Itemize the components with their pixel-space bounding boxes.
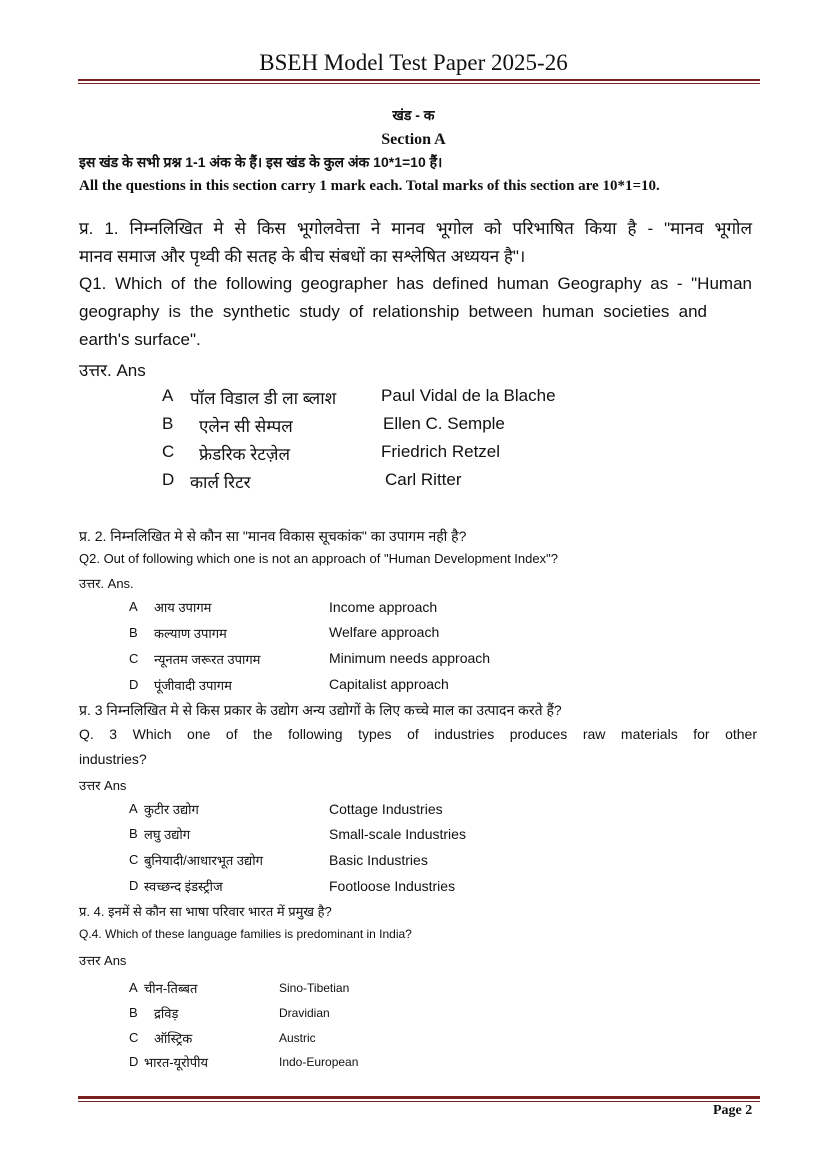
q3-english-line1: Q. 3 Which one of the following types of industries produces raw materials for other [79, 726, 757, 742]
q2-option-b-letter: B [129, 625, 138, 640]
section-english-instruction: All the questions in this section carry 1 mark each. Total marks of this section are 10*1=10. [79, 178, 660, 194]
q1-option-d-letter: D [162, 470, 175, 489]
footer-divider [78, 1096, 760, 1099]
q3-option-a-letter: A [129, 801, 138, 816]
q2-option-d-hindi: पूंजीवादी उपागम [154, 678, 232, 693]
q2-option-d-english: Capitalist approach [329, 676, 449, 692]
section-hindi-instruction: इस खंड के सभी प्रश्न 1-1 अंक के हैं। इस खंड के कुल अंक 10*1=10 हैं। [79, 154, 443, 170]
q4-answer-label: उत्तर Ans [79, 953, 127, 968]
q3-option-b-english: Small-scale Industries [329, 826, 466, 842]
q1-option-d-english: Carl Ritter [385, 470, 462, 489]
q4-option-d-hindi: भारत-यूरोपीय [144, 1055, 209, 1070]
q4-english: Q.4. Which of these language families is predominant in India? [79, 927, 412, 941]
q1-hindi-line1: प्र. 1. निम्नलिखित मे से किस भूगोलवेत्ता ने मानव भूगोल को परिभाषित किया है - "मानव भूगोल [79, 219, 752, 238]
q2-english: Q2. Out of following which one is not an approach of "Human Development Index"? [79, 551, 558, 566]
q1-answer-label: उत्तर. Ans [79, 361, 146, 380]
section-english-title: Section A [381, 131, 446, 148]
q4-option-b-english: Dravidian [279, 1006, 330, 1020]
q3-option-d-hindi: स्वच्छन्द इंडस्ट्रीज [144, 879, 223, 894]
q4-option-c-letter: C [129, 1030, 139, 1045]
q3-option-c-letter: C [129, 852, 139, 867]
q2-option-b-english: Welfare approach [329, 624, 440, 640]
q3-option-c-hindi: बुनियादी/आधारभूत उद्योग [144, 853, 263, 868]
q1-option-a-letter: A [162, 386, 174, 405]
q4-option-c-hindi: ऑस्ट्रिक [154, 1031, 193, 1046]
q1-option-a-english: Paul Vidal de la Blache [381, 386, 556, 405]
header-divider [78, 79, 760, 81]
page-header-title: BSEH Model Test Paper 2025-26 [259, 50, 568, 75]
q3-answer-label: उत्तर Ans [79, 778, 127, 793]
q1-option-b-english: Ellen C. Semple [383, 414, 505, 433]
q2-option-a-english: Income approach [329, 599, 438, 615]
q2-answer-label: उत्तर. Ans. [79, 576, 134, 591]
q2-option-d-letter: D [129, 677, 139, 692]
q1-option-c-letter: C [162, 442, 175, 461]
q3-option-d-english: Footloose Industries [329, 878, 456, 894]
q1-option-c-hindi: फ्रेडरिक रेटज़ेल [199, 445, 290, 464]
q4-option-b-letter: B [129, 1005, 138, 1020]
q3-option-b-hindi: लघु उद्योग [144, 827, 191, 842]
q1-option-c-english: Friedrich Retzel [381, 442, 501, 461]
q2-option-c-letter: C [129, 651, 139, 666]
q1-option-d-hindi: कार्ल रिटर [190, 473, 251, 492]
footer-divider-thin [78, 1101, 760, 1102]
q1-option-b-letter: B [162, 414, 174, 433]
q4-option-a-hindi: चीन-तिब्बत [144, 981, 198, 996]
q3-hindi: प्र. 3 निम्नलिखित मे से किस प्रकार के उद्योग अन्य उद्योगों के लिए कच्चे माल का उत्पादन करते हैं? [79, 702, 562, 718]
q1-hindi-line2: मानव समाज और पृथ्वी की सतह के बीच संबधों का सश्लेषित अध्ययन है"। [79, 247, 526, 266]
q2-hindi: प्र. 2. निम्नलिखित मे से कौन सा "मानव विकास सूचकांक" का उपागम नही है? [79, 528, 467, 544]
q2-option-b-hindi: कल्याण उपागम [154, 626, 227, 641]
q4-hindi: प्र. 4. इनमें से कौन सा भाषा परिवार भारत में प्रमुख है? [79, 904, 332, 919]
q1-english-line3: earth's surface". [79, 330, 201, 349]
q3-option-c-english: Basic Industries [329, 852, 428, 868]
q2-option-c-english: Minimum needs approach [329, 650, 491, 666]
section-hindi-title: खंड - क [392, 107, 435, 123]
q4-option-c-english: Austric [279, 1031, 316, 1045]
q3-option-b-letter: B [129, 826, 138, 841]
q1-english-line2: geography is the synthetic study of relationship between human societies and [79, 302, 707, 321]
header-divider-thin [78, 83, 760, 84]
q3-option-a-english: Cottage Industries [329, 801, 443, 817]
q4-option-b-hindi: द्रविड़ [154, 1006, 179, 1021]
q1-english-line1: Q1. Which of the following geographer has defined human Geography as - "Human [79, 274, 752, 293]
q2-option-a-letter: A [129, 599, 138, 614]
q3-option-a-hindi: कुटीर उद्योग [144, 802, 199, 817]
q1-option-a-hindi: पॉल विडाल डी ला ब्लाश [190, 389, 337, 408]
q1-option-b-hindi: एलेन सी सेम्पल [199, 417, 293, 436]
q4-option-d-english: Indo-European [279, 1055, 359, 1069]
q2-option-a-hindi: आय उपागम [154, 600, 212, 615]
q4-option-a-english: Sino-Tibetian [279, 981, 350, 995]
q4-option-d-letter: D [129, 1054, 139, 1069]
q3-english-line2: industries? [79, 751, 147, 767]
page-number: Page 2 [713, 1103, 753, 1118]
q4-option-a-letter: A [129, 980, 138, 995]
q3-option-d-letter: D [129, 878, 139, 893]
q2-option-c-hindi: न्यूनतम जरूरत उपागम [154, 652, 261, 667]
